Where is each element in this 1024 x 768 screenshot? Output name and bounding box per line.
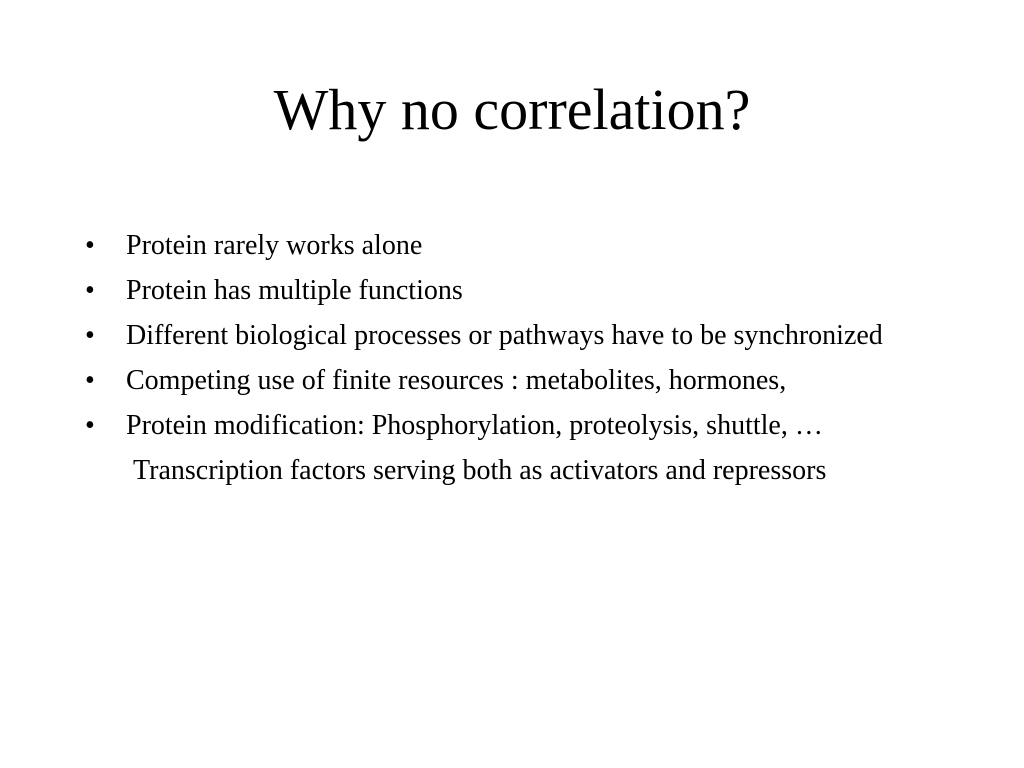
bullet-list (85, 227, 955, 497)
bullet-text: Protein modification: Phosphorylation, proteolysis, shuttle, … (126, 410, 823, 441)
list-item (85, 407, 955, 444)
continuation-text: Transcription factors serving both as activators and repressors (133, 455, 827, 486)
bullet-text: Protein rarely works alone (126, 230, 423, 261)
list-item (85, 227, 955, 264)
bullet-icon: • (85, 410, 95, 441)
list-item (85, 272, 955, 309)
list-item-continuation (85, 452, 955, 489)
bullet-text: Protein has multiple functions (126, 275, 463, 306)
bullet-icon: • (85, 275, 95, 306)
bullet-icon: • (85, 365, 95, 396)
slide-title: Why no correlation? (273, 77, 751, 142)
bullet-text: Different biological processes or pathways have to be synchronized (126, 320, 883, 351)
bullet-text: Competing use of finite resources : metabolites, hormones, (126, 365, 787, 396)
bullet-icon: • (85, 230, 95, 261)
list-item (85, 362, 955, 399)
bullet-icon: • (85, 320, 95, 351)
list-item (85, 317, 955, 354)
